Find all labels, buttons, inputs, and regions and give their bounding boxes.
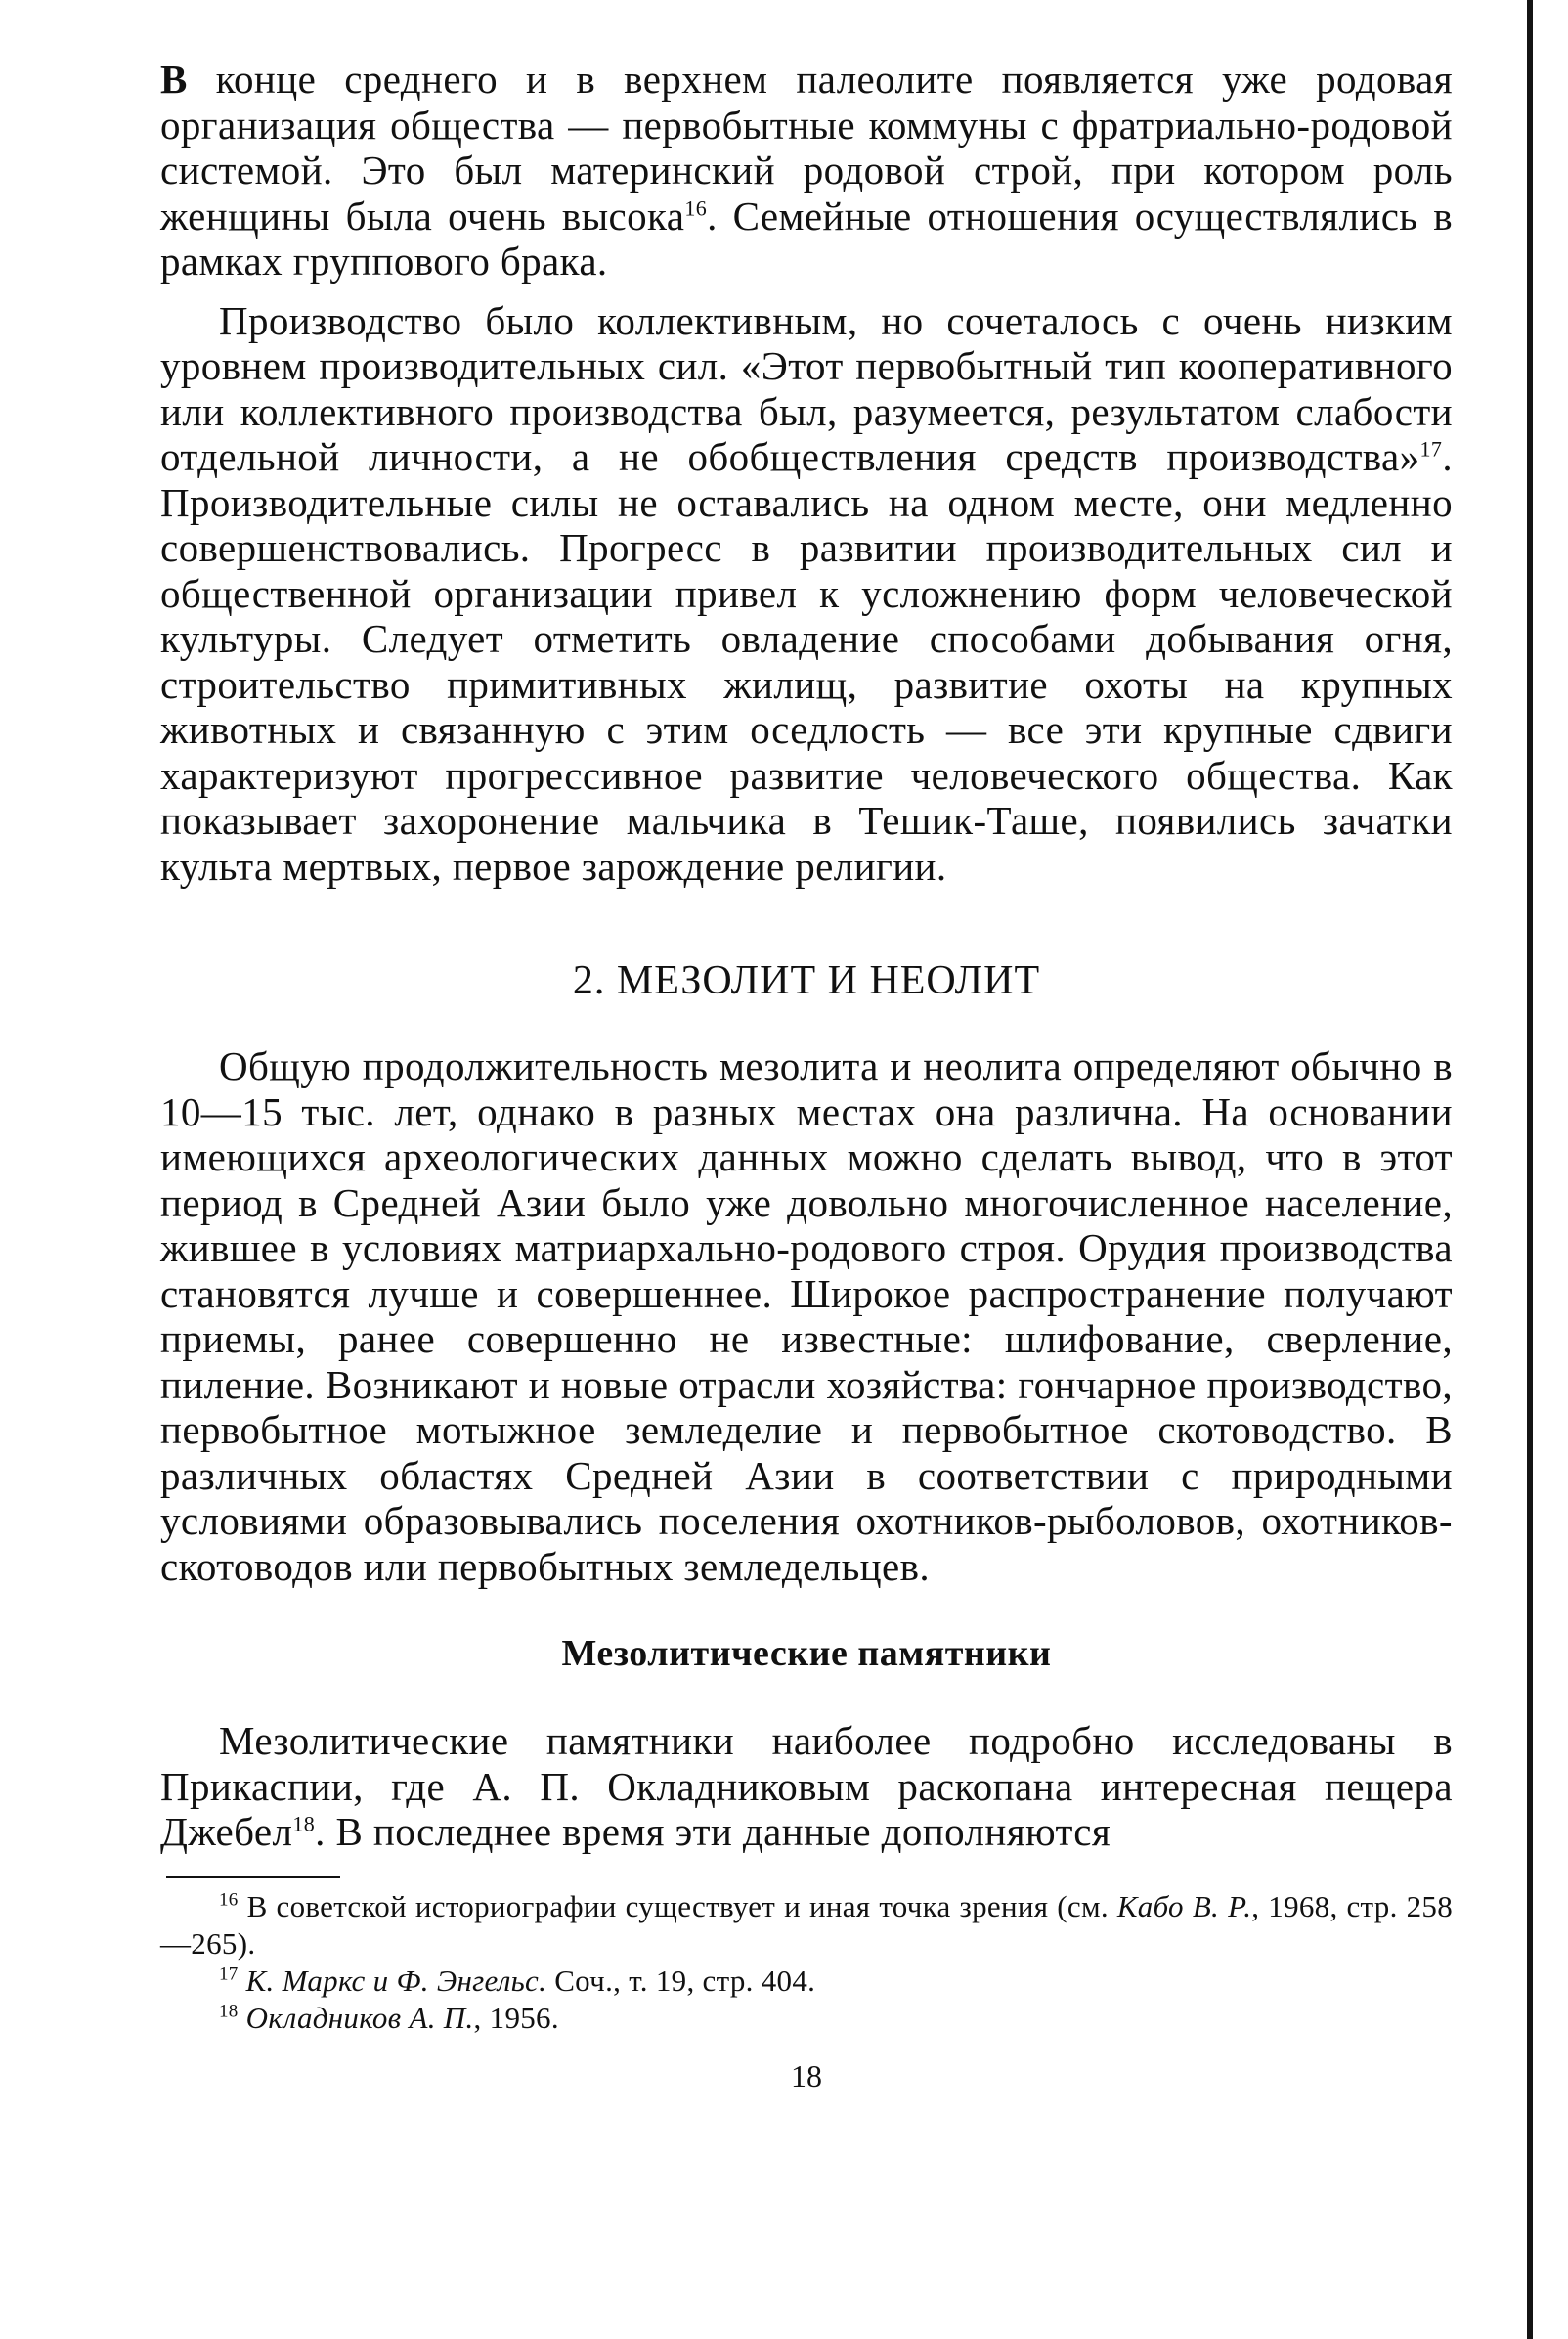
footnote-16-author: Кабо В. Р.: [1116, 1888, 1252, 1923]
section-heading: 2. МЕЗОЛИТ И НЕОЛИТ: [572, 958, 1041, 1003]
page-number: 18: [791, 2057, 822, 2094]
paragraph-4-tail: . В последнее время эти данные дополняются: [315, 1809, 1111, 1854]
footnote-18-number: 18: [219, 2001, 239, 2022]
paragraph-3-text: Общую продолжительность мезолита и неолита определяют обычно в 10—15 тыс. лет, однако в разных местах она различна. На основании имеющихся археологических данных можно сделать вывод, что в этот период в Средней Азии было уже довольно многочисленное население, жившее в условиях матриархально-родового строя. Орудия производства становятся лучше и совершеннее. Широкое распространение получают приемы, ранее совершенно не известные: шлифование, сверление, пиление. Возникают и новые отрасли хозяйства: гончарное производство, первобытное мотыжное земледелие и первобытное скотоводство. В различных областях Средней Азии в соответствии с природными условиями образовывались поселения охотников-рыболовов, охотников-скотоводов или первобытных земледельцев.: [160, 1043, 1453, 1589]
footnote-17-conjunction: и: [365, 1963, 397, 1998]
footnote-17-number: 17: [219, 1964, 239, 1985]
footnotes: [160, 1888, 1453, 2037]
footnote-17-author: К. Маркс: [245, 1963, 366, 1998]
footnote-ref-17: 17: [1419, 436, 1443, 462]
footnote-ref-18: 18: [292, 1811, 316, 1836]
footnote-17-tail: Соч., т. 19, стр. 404.: [546, 1963, 816, 1998]
paragraph-2-text: Производство было коллективным, но сочеталось с очень низким уровнем производительных сил. «Этот первобытный тип кооперативного или коллективного производства был, разумеется, результатом слабости отдельной личности, а не обобществления средств производства»: [160, 297, 1453, 479]
footnote-18-tail: , 1956.: [473, 2000, 559, 2035]
paragraph-2: [160, 298, 1453, 890]
footnote-17-author-2: Ф. Энгельс.: [396, 1963, 547, 1998]
paragraph-2-tail: . Производительные силы не оставались на одном месте, они медленно совершенствовались. Прогресс в развитии производительных сил и общественной организации привел к усложнению форм человеческой культуры. Следует отметить овладение способами добывания огня, строительство примитивных жилищ, развитие охоты на крупных животных и связанную с этим оседлость — все эти крупные сдвиги характеризуют прогрессивное развитие человеческого общества. Как показывает захоронение мальчика в Тешик-Таше, появились зачатки культа мертвых, первое зарождение религии.: [160, 434, 1453, 889]
footnote-divider: [166, 1876, 340, 1878]
paragraph-4: [160, 1718, 1453, 1855]
paragraph-4-text: Мезолитические памятники наиболее подробно исследованы в Прикаспии, где А. П. Окладниковым раскопана интересная пещера Джебел: [160, 1718, 1453, 1854]
footnote-16: [160, 1888, 1453, 1963]
page-edge-border: [1527, 0, 1533, 2339]
footnote-17: [160, 1963, 1453, 2000]
footnote-16-tail: , 1968, стр. 258—265).: [160, 1888, 1453, 1961]
paragraph-1-lead: В: [160, 57, 188, 102]
footnote-18-author: Окладников А. П.: [245, 2000, 474, 2035]
paragraph-1: [160, 57, 1453, 285]
footnote-18: [160, 2000, 1453, 2037]
footnote-16-text: В советской историографии существует и иная точка зрения (см.: [238, 1888, 1117, 1923]
paragraph-1-tail: . Семейные отношения осуществлялись в рамках группового брака.: [160, 193, 1453, 284]
footnote-ref-16: 16: [684, 195, 708, 220]
paragraph-3: [160, 1043, 1453, 1589]
footnote-16-number: 16: [219, 1889, 239, 1911]
paragraph-1-text: конце среднего и в верхнем палеолите появляется уже родовая организация общества — первобытные коммуны с фратриально-родовой системой. Это был материнский родовой строй, при котором роль женщины была очень высока: [160, 57, 1453, 239]
book-page: [160, 57, 1453, 2095]
subsection-heading: Мезолитические памятники: [561, 1633, 1052, 1674]
